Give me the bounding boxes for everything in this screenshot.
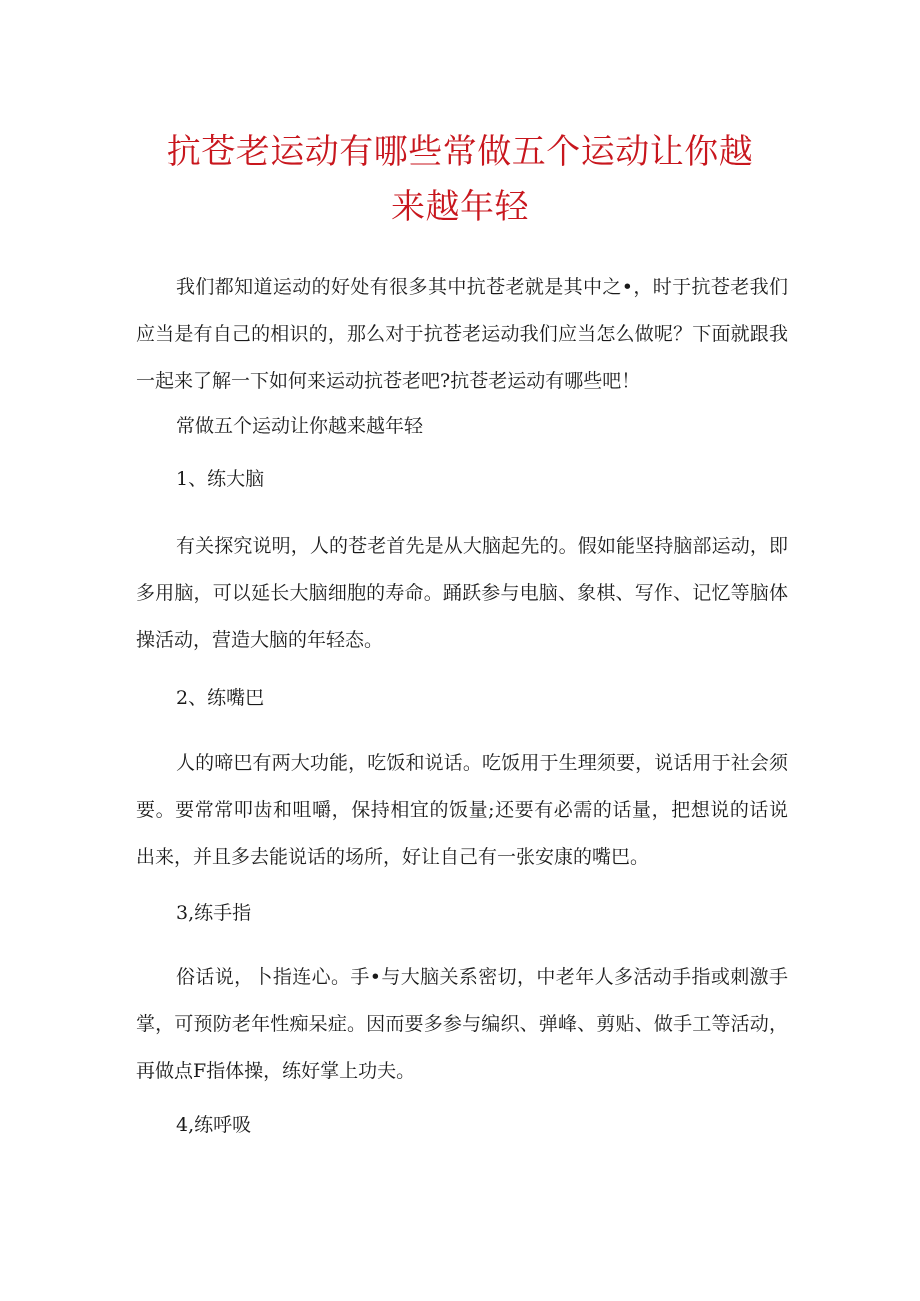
section-heading-breathing: 4,练呼吸 bbox=[176, 1114, 252, 1136]
section-body-mouth: 人的啼巴有两大功能，吃饭和说话。吃饭用于生理须要，说话用于社会须要。要常常叩齿和咀嚼，保持相宜的饭量;还要有必需的话量，把想说的话说出来，并且多去能说话的场所，好让自己有一张安康的嘴巴。 bbox=[136, 752, 788, 868]
section-heading-mouth: 2、练嘴巴 bbox=[176, 687, 265, 709]
document-title: 抗苍老运动有哪些常做五个运动让你越来越年轻 bbox=[166, 132, 754, 227]
section-heading-brain: 1、练大脑 bbox=[176, 468, 265, 490]
intro-paragraph: 我们都知道运动的好处有很多其中抗苍老就是其中之•，时于抗苍老我们应当是有自己的相识的，那么对于抗苍老运动我们应当怎么做呢？下面就跟我一起来了解一下如何来运动抗苍老吧?抗苍老运动有哪些吧！ bbox=[136, 276, 788, 392]
section-body-fingers: 俗话说，卜指连心。手•与大脑关系密切，中老年人多活动手指或刺激手掌，可预防老年性痴呆症。因而要多参与编织、弹峰、剪贴、做手工等活动，再做点F指体操，练好掌上功夫。 bbox=[136, 966, 788, 1082]
section-body-brain: 有关探究说明，人的苍老首先是从大脑起先的。假如能坚持脑部运动，即多用脑，可以延长大脑细胞的寿命。踊跃参与电脑、象棋、写作、记忆等脑体操活动，营造大脑的年轻态。 bbox=[136, 535, 788, 651]
section-heading-fingers: 3,练手指 bbox=[176, 902, 252, 924]
subtitle-heading: 常做五个运动让你越来越年轻 bbox=[176, 415, 424, 437]
